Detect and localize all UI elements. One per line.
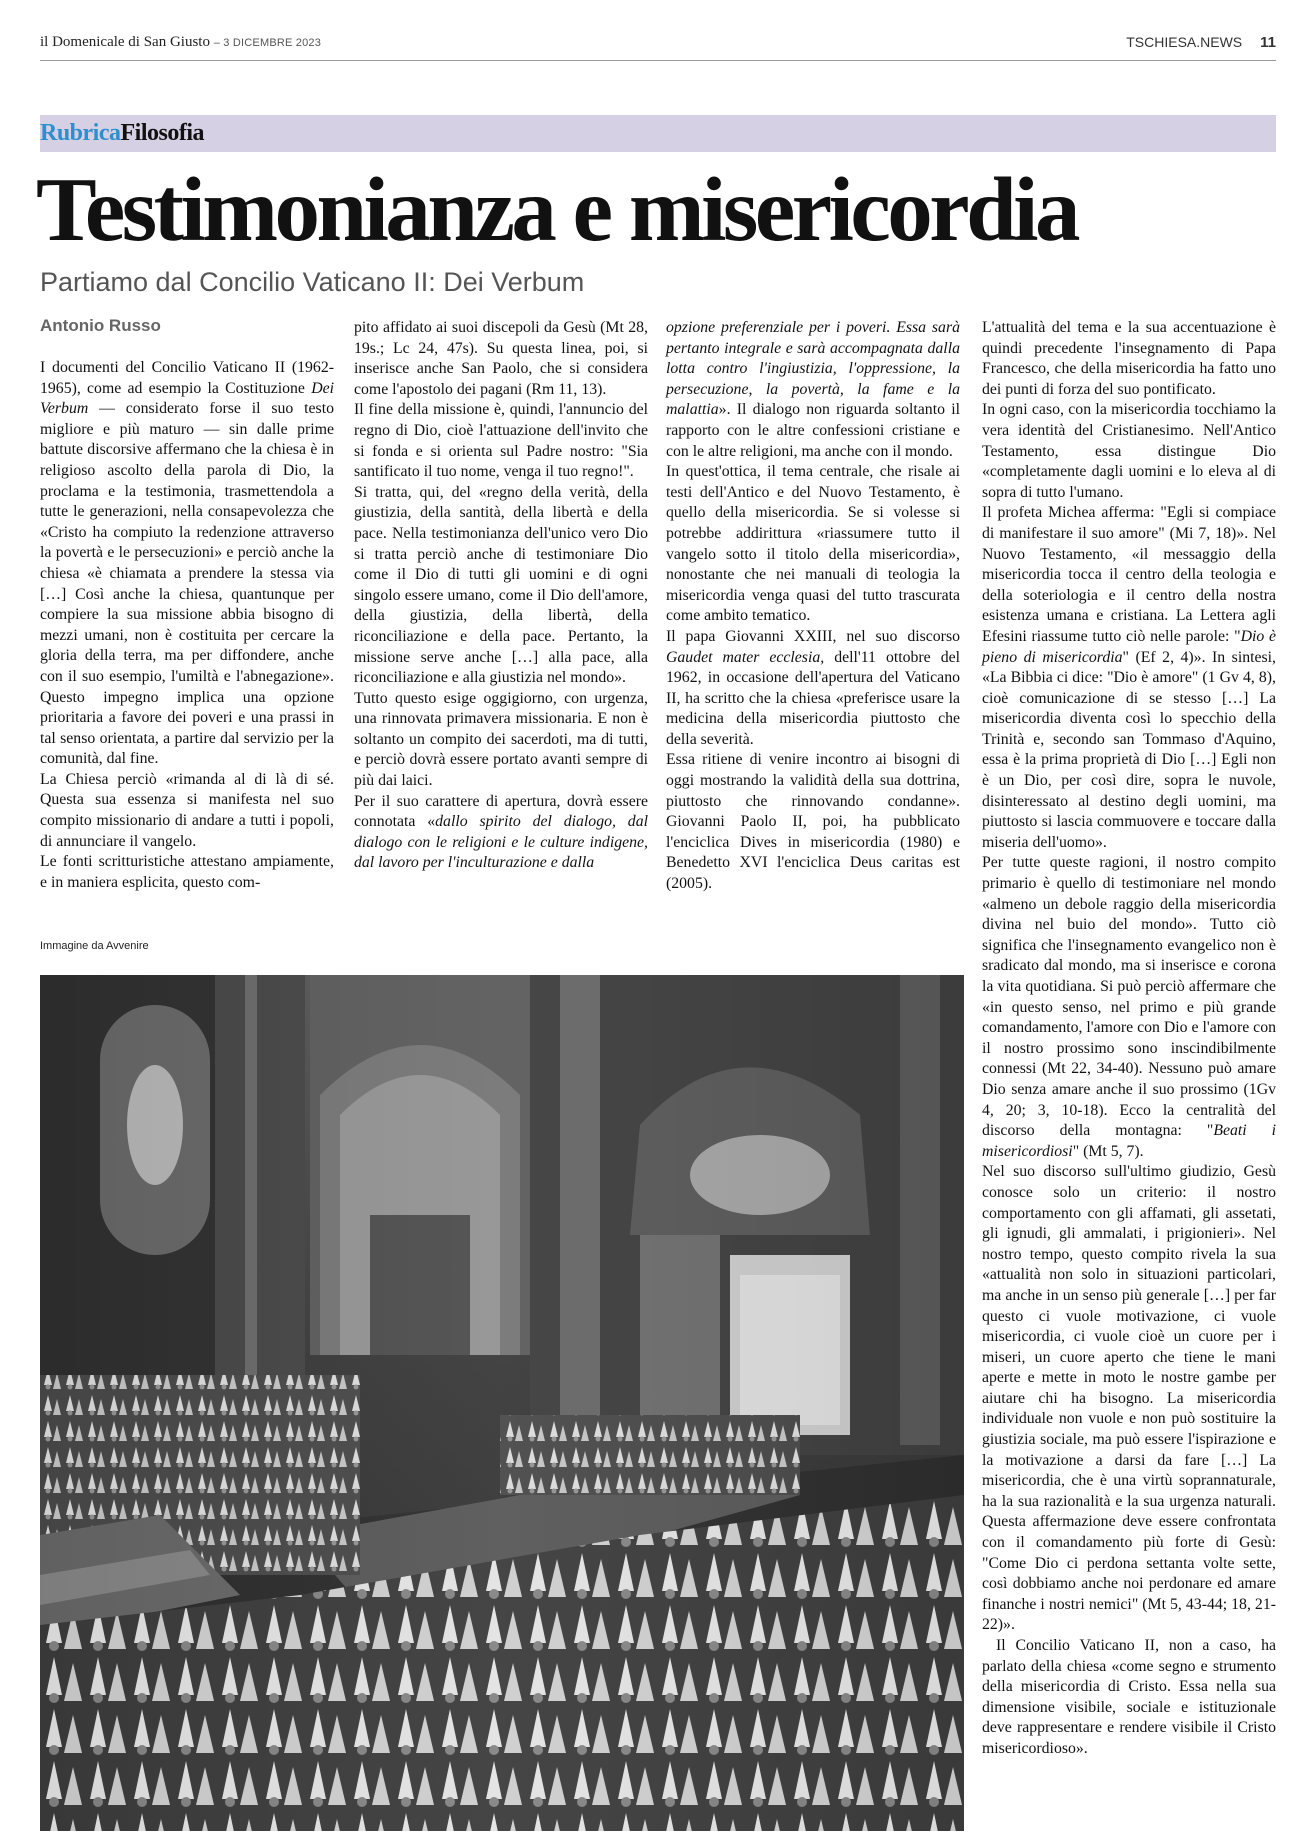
paragraph: In quest'ottica, il tema centrale, che risale ai testi dell'Antico e del Nuovo Testamento, è quello della misericordia. Se si volesse si potrebbe addirittura «riassumere tutto il vangelo sotto il titolo della misericordia», nonostante che nei manuali di teologia la misericordia venga quasi del tutto trascurata come ambito tematico. [666,463,960,625]
paragraph: Per il suo carattere di apertura, dovrà essere connotata «dallo spirito del dialogo, dal dialogo con le religioni e le culture indigene, dal lavoro per l'inculturazione e dalla [354,792,648,872]
rubric-label [40,116,204,150]
paragraph: Il fine della missione è, quindi, l'annuncio del regno di Dio, cioè l'attuazione dell'invito che si fonda e si orienta sul Padre nostro: "Sia santificato il tuo nome, venga il tuo regno!". [354,401,648,481]
paragraph: La Chiesa perciò «rimanda al di là di sé. Questa sua essenza si manifesta nel suo compito missionario di andare a tutti i popoli, di annunciare il vangelo. [40,770,334,850]
site-link[interactable]: TSCHIESA.NEWS [1126,34,1243,50]
publication-name: il Domenicale di San Giusto [40,34,210,50]
council-photo [40,975,964,1831]
publication-line [40,34,321,51]
paragraph: Si tratta, qui, del «regno della verità, della giustizia, della santità, della libertà e della pace. Nella testimonianza dell'unico vero Dio si tratta perciò anche di testimoniare Dio come il Dio di tutti gli uomini e di ogni singolo essere umano, come il Dio dell'amore, della giustizia, della libertà, della riconciliazione e della pace. Pertanto, la missione serve anche […] alla pace, alla riconciliazione e alla giustizia nel mondo». [354,483,648,687]
text-column-4 [982,318,1276,1760]
paragraph: opzione preferenziale per i poveri. Essa sarà pertanto integrale e sarà accompagnata dalla lotta contro l'ingiustizia, l'oppressione, la persecuzione, la povertà, la fame e la malattia». Il dialogo non riguarda soltanto il rapporto con le altre confessioni cristiane e con le altre religioni, ma anche con il mondo. [666,319,960,460]
article-author: Antonio Russo [40,316,161,335]
paragraph: In ogni caso, con la misericordia tocchiamo la vera identità del Cristianesimo. Nell'Antico Testamento, essa distingue Dio «completamente dagli uomini e lo eleva al di sopra di tutto l'umano. [982,401,1276,501]
paragraph: I documenti del Concilio Vaticano II (1962-1965), come ad esempio la Costituzione Dei Verbum — considerato forse il suo testo migliore e più maturo — sin dalle prime battute discorsive affermano che la chiesa è in religioso ascolto della parola di Dio, la proclama e la testimonia, trasmettendola a tutte le generazioni, nella consapevolezza che «Cristo ha compiuto la redenzione attraverso la povertà e le persecuzioni» e perciò anche la chiesa «è chiamata a prendere la stessa via […] Così anche la chiesa, quantunque per compiere la sua missione abbia bisogno di mezzi umani, non è costituita per cercare la gloria della terra, ma per diffondere, anche con il suo esempio, l'umiltà e l'abnegazione». Questo impegno implica una opzione prioritaria a favore dei poveri e una prassi in tal senso orientata, a partire dal servizio per la comunità, dal fine. [40,359,334,768]
paragraph: Tutto questo esige oggigiorno, con urgenza, una rinnovata primavera missionaria. E non è soltanto un compito dei sacerdoti, ma di tutti, e perciò dovrà essere portato avanti sempre di più dai laici. [354,689,648,790]
paragraph: Le fonti scritturistiche attestano ampiamente, e in maniera esplicita, questo com- [40,853,334,891]
paragraph: Il papa Giovanni XXIII, nel suo discorso Gaudet mater ecclesia, dell'11 ottobre del 1962, in occasione dell'apertura del Vaticano II, ha scritto che la chiesa «preferisce usare la medicina della misericordia piuttosto che della severità. [666,627,960,748]
page-number: 11 [1260,34,1276,51]
text-column-1 [40,358,334,893]
photo-caption: Immagine da Avvenire [40,940,149,952]
page-header [40,34,1276,56]
paragraph: Nel suo discorso sull'ultimo giudizio, Gesù conosce solo un criterio: il nostro comportamento con gli affamati, gli assetati, gli ignudi, gli ammalati, i prigionieri». Nel nostro tempo, questo compito rivela la sua «attualità non solo in situazioni particolari, ma anche in un senso più generale […] per far questo ci vuole motivazione, ci vuole misericordia, ci vuole cioè un cuore per i miseri, un cuore aperto che tiene le mani aperte e mette in moto le nostre gambe per aiutare chi ha bisogno. La misericordia individuale non vuole e non può sostituire la giustizia sociale, ma può essere l'ispirazione e la motivazione a darsi da fare […] La misericordia, che è una virtù soprannaturale, ha la sua razionalità e la sua urgenza naturali. Questa affermazione deve essere confrontata con il comandamento più forte di Gesù: "Come Dio ci perdona settanta volte sette, così dobbiamo anche noi perdonare ed amare finanche i nostri nemici" (Mt 5, 43-44; 18, 21-22)». [982,1163,1276,1634]
paragraph: Per tutte queste ragioni, il nostro compito primario è quello di testimoniare nel mondo «almeno un debole raggio della misericordia divina nel buio del mondo». Tutto ciò significa che l'insegnamento evangelico non è sradicato dal mondo, ma si inserisce e corona la vita quotidiana. Si può perciò affermare che «in questo senso, nel primo e più grande comandamento, l'amore con Dio e l'amore con il nostro prossimo sono inscindibilmente connessi (Mt 22, 34-40). Nessuno può amare Dio senza amare anche il suo prossimo (1Gv 4, 20; 3, 10-18). Ecco la centralità del discorso della montagna: "Beati i misericordiosi" (Mt 5, 7). [982,854,1276,1160]
issue-date: – 3 DICEMBRE 2023 [213,37,322,49]
header-right [1126,34,1276,51]
rubric-bar [40,115,1276,152]
text-column-3 [666,318,960,895]
text-column-2 [354,318,648,874]
paragraph: pito affidato ai suoi discepoli da Gesù (Mt 28, 19s.; Lc 24, 47s). Su questa linea, poi, si inserisce anche San Paolo, che si considera come l'apostolo dei pagani (Rm 11, 13). [354,319,648,398]
header-rule [40,60,1276,61]
rubric-prefix: Rubrica [40,120,121,146]
article-title: Testimonianza e misericordia [36,159,1078,260]
paragraph: Il Concilio Vaticano II, non a caso, ha parlato della chiesa «come segno e strumento della misericordia di Cristo. Essa nella sua dimensione visibile, sociale e istituzionale deve rappresentare e rendere visibile il Cristo misericordioso». [982,1637,1276,1757]
paragraph: Il profeta Michea afferma: "Egli si compiace di manifestare il suo amore" (Mi 7, 18)». Nel Nuovo Testamento, «il messaggio della misericordia tocca il centro della teologia e della soteriologia e il centro della nostra esistenza umana e cristiana. La Lettera agli Efesini riassume tutto ciò nelle parole: "Dio è pieno di misericordia" (Ef 2, 4)». In sintesi, «La Bibbia ci dice: "Dio è amore" (1 Gv 4, 8), cioè comunicazione di se stesso […] La misericordia diventa così lo specchio della Trinità e, secondo san Tommaso d'Aquino, essa è la prima proprietà di Dio […] Egli non è un Dio, per così dire, sopra le nuvole, disinteressato al destino degli uomini, ma piuttosto si lascia commuovere e toccare dalla miseria dell'uomo». [982,504,1277,851]
paragraph: Essa ritiene di venire incontro ai bisogni di oggi mostrando la validità della sua dottrina, piuttosto che rinnovando condanne». Giovanni Paolo II, poi, ha pubblicato l'enciclica Dives in misericordia (1980) e Benedetto XVI l'enciclica Deus caritas est (2005). [666,751,960,893]
article-subtitle: Partiamo dal Concilio Vaticano II: Dei Verbum [40,267,585,297]
rubric-section: Filosofia [120,120,204,146]
paragraph: L'attualità del tema e la sua accentuazione è quindi precedente l'insegnamento di Papa Francesco, che della misericordia ha fatto uno dei punti di forza del suo pontificato. [982,319,1276,398]
